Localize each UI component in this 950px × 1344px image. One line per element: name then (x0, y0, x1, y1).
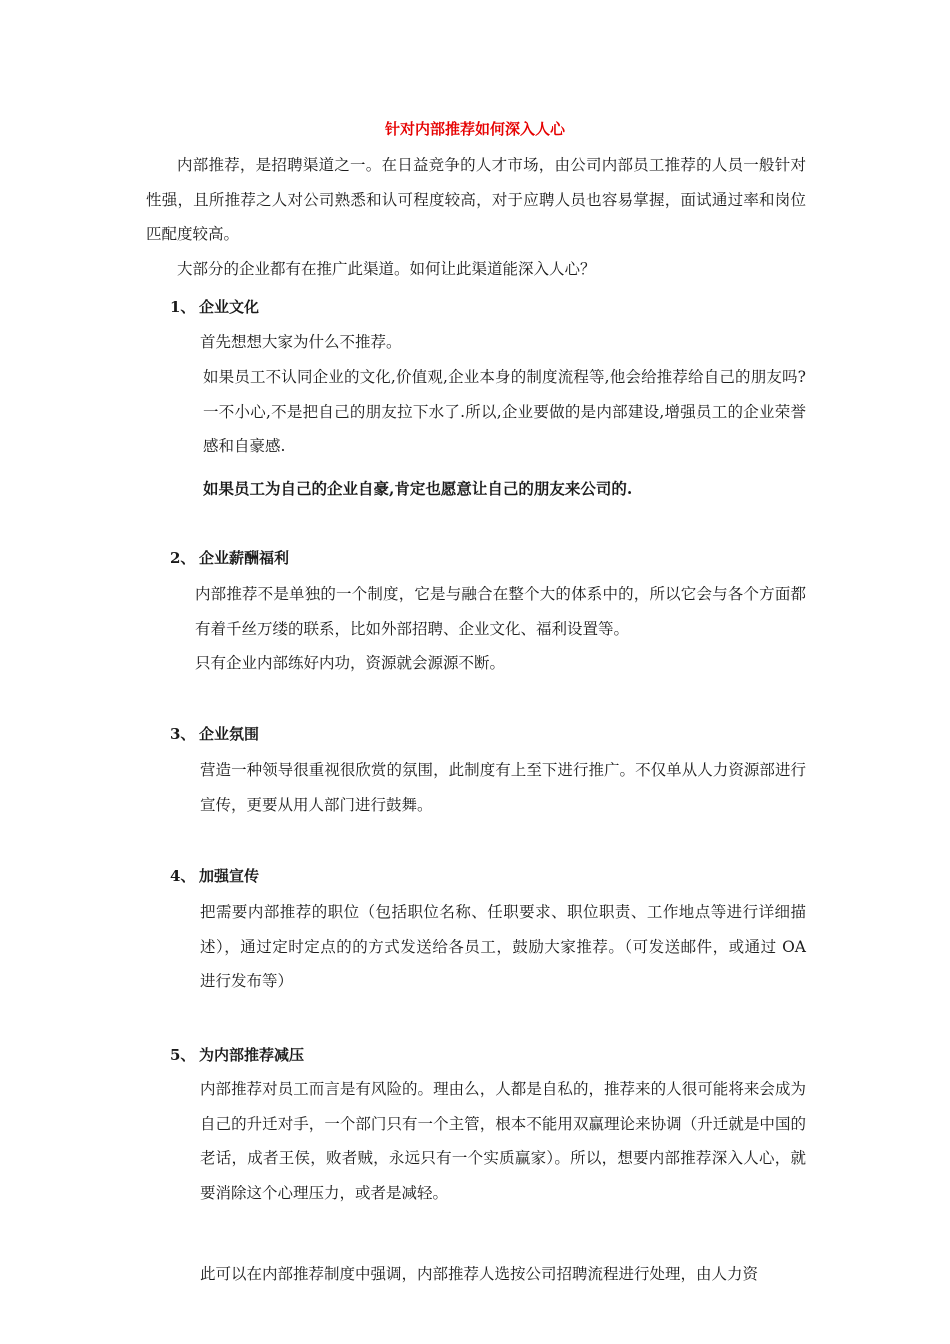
section-2-number: 2、 (170, 549, 196, 567)
section-1-heading (170, 296, 259, 318)
section-1-title: 企业文化 (199, 298, 260, 316)
section-2-heading (170, 547, 289, 569)
intro-paragraph-2: 大部分的企业都有在推广此渠道。如何让此渠道能深入人心？ (177, 260, 596, 278)
intro-paragraph-1: 内部推荐，是招聘渠道之一。在日益竞争的人才市场，由公司内部员工推荐的人员一般针对性强，且所推荐之人对公司熟悉和认可程度较高，对于应聘人员也容易掌握，面试通过率和岗位匹配度较高。 (146, 156, 806, 243)
section-4-paragraph-1: 把需要内部推荐的职位（包括职位名称、任职要求、职位职责、工作地点等进行详细描述），通过定时定点的的方式发送给各员工，鼓励大家推荐。（可发送邮件，或通过 OA 进行发布等） (200, 903, 806, 990)
section-1-number: 1、 (170, 298, 196, 316)
section-2-paragraph-2: 只有企业内部练好内功，资源就会源源不断。 (195, 654, 506, 672)
section-4-number: 4、 (170, 867, 196, 885)
section-3-title: 企业氛围 (199, 725, 260, 743)
section-3-heading (170, 723, 259, 745)
section-4-title: 加强宣传 (199, 867, 260, 885)
section-5-number: 5、 (170, 1046, 196, 1064)
section-2-title: 企业薪酬福利 (199, 549, 290, 567)
section-5-paragraph-1: 内部推荐对员工而言是有风险的。理由么，人都是自私的，推荐来的人很可能将来会成为自己的升迁对手，一个部门只有一个主管，根本不能用双赢理论来协调（升迁就是中国的老话，成者王侯，败者贼，永远只有一个实质赢家）。所以，想要内部推荐深入人心，就要消除这个心理压力，或者是减轻。 (200, 1080, 806, 1202)
section-5-heading (170, 1044, 304, 1066)
section-4-heading (170, 865, 259, 887)
section-3-number: 3、 (170, 725, 196, 743)
section-1-paragraph-2: 如果员工不认同企业的文化,价值观,企业本身的制度流程等,他会给推荐给自己的朋友吗?一不小心,不是把自己的朋友拉下水了.所以,企业要做的是内部建设,增强员工的企业荣誉感和自豪感. (203, 368, 806, 455)
section-2-paragraph-1: 内部推荐不是单独的一个制度，它是与融合在整个大的体系中的，所以它会与各个方面都有着千丝万缕的联系，比如外部招聘、企业文化、福利设置等。 (195, 585, 806, 638)
section-5-title: 为内部推荐减压 (199, 1046, 305, 1064)
document-title: 针对内部推荐如何深入人心 (384, 120, 565, 138)
section-5-paragraph-2: 此可以在内部推荐制度中强调，内部推荐人选按公司招聘流程进行处理，由人力资 (200, 1265, 759, 1283)
section-1-paragraph-1: 首先想想大家为什么不推荐。 (200, 333, 402, 351)
section-3-paragraph-1: 营造一种领导很重视很欣赏的氛围，此制度有上至下进行推广。不仅单从人力资源部进行宣传，更要从用人部门进行鼓舞。 (200, 761, 806, 814)
section-1-paragraph-3: 如果员工为自己的企业自豪,肯定也愿意让自己的朋友来公司的. (203, 479, 633, 498)
